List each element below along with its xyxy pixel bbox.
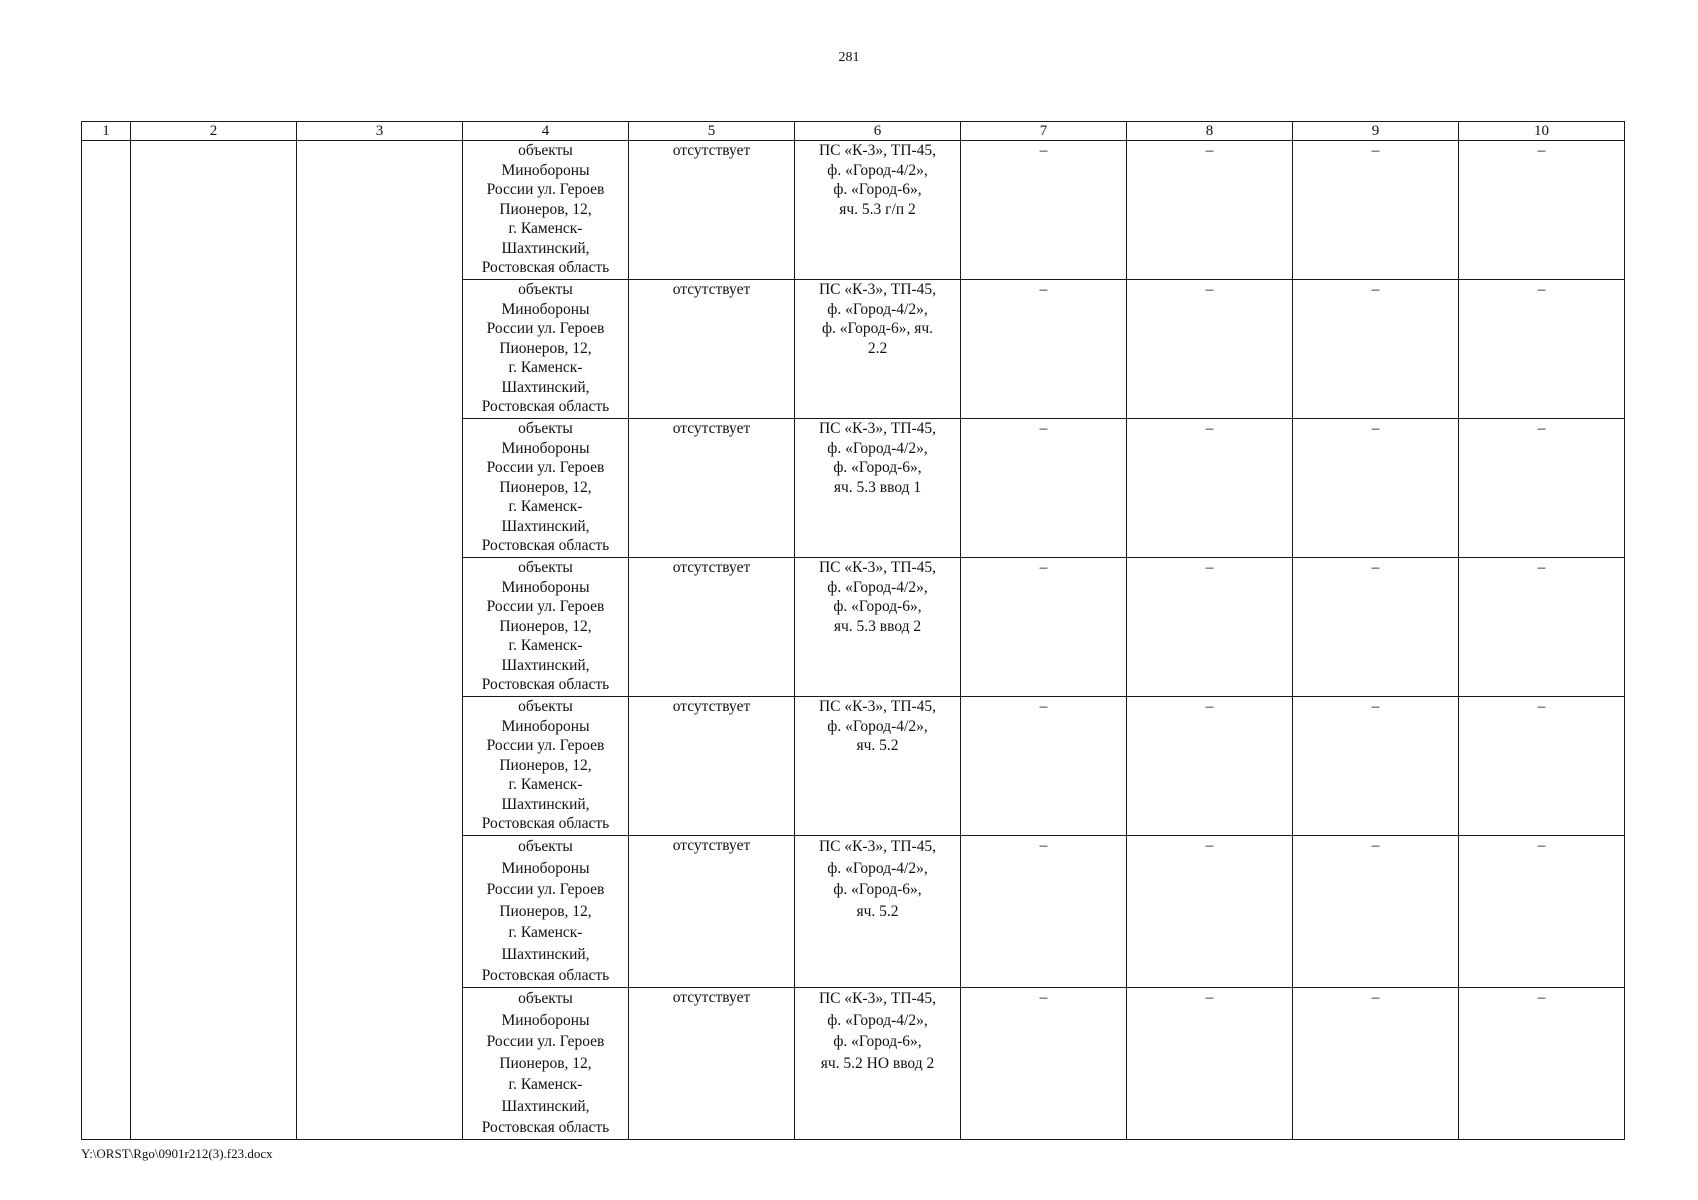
cell-object-description: объекты Минобороны России ул. Героев Пионеров, 12, г. Каменск- Шахтинский, Ростовская область bbox=[463, 280, 629, 419]
cell-object-description: объекты Минобороны России ул. Героев Пионеров, 12, г. Каменск- Шахтинский, Ростовская область bbox=[463, 988, 629, 1140]
cell-availability: отсутствует bbox=[629, 697, 795, 836]
column-header-10: 10 bbox=[1459, 122, 1625, 141]
column-header-8: 8 bbox=[1127, 122, 1293, 141]
column-header-3: 3 bbox=[297, 122, 463, 141]
cell-col9: – bbox=[1293, 141, 1459, 280]
cell-availability: отсутствует bbox=[629, 280, 795, 419]
cell-availability: отсутствует bbox=[629, 988, 795, 1140]
cell-col9: – bbox=[1293, 836, 1459, 988]
cell-availability: отсутствует bbox=[629, 836, 795, 988]
column-header-7: 7 bbox=[961, 122, 1127, 141]
cell-col7: – bbox=[961, 558, 1127, 697]
document-file-path: Y:\ORST\Rgo\0901r212(3).f23.docx bbox=[81, 1146, 273, 1161]
cell-connection-point: ПС «К-3», ТП-45, ф. «Город-4/2», ф. «Город-6», яч. 5.2 НО ввод 2 bbox=[795, 988, 961, 1140]
column-header-4: 4 bbox=[463, 122, 629, 141]
cell-col10: – bbox=[1459, 988, 1625, 1140]
header-row bbox=[82, 122, 1625, 141]
cell-col8: – bbox=[1127, 141, 1293, 280]
cell-col10: – bbox=[1459, 558, 1625, 697]
table-row bbox=[82, 141, 1625, 280]
cell-col3-merged bbox=[297, 141, 463, 1140]
cell-availability: отсутствует bbox=[629, 558, 795, 697]
cell-object-description: объекты Минобороны России ул. Героев Пионеров, 12, г. Каменск- Шахтинский, Ростовская область bbox=[463, 141, 629, 280]
column-header-5: 5 bbox=[629, 122, 795, 141]
cell-object-description: объекты Минобороны России ул. Героев Пионеров, 12, г. Каменск- Шахтинский, Ростовская область bbox=[463, 558, 629, 697]
cell-col7: – bbox=[961, 697, 1127, 836]
cell-col7: – bbox=[961, 988, 1127, 1140]
cell-connection-point: ПС «К-3», ТП-45, ф. «Город-4/2», ф. «Город-6», яч. 5.3 ввод 1 bbox=[795, 419, 961, 558]
cell-col10: – bbox=[1459, 141, 1625, 280]
cell-col1-merged bbox=[82, 141, 131, 1140]
cell-col7: – bbox=[961, 419, 1127, 558]
cell-connection-point: ПС «К-3», ТП-45, ф. «Город-4/2», ф. «Город-6», яч. 5.3 ввод 2 bbox=[795, 558, 961, 697]
cell-col9: – bbox=[1293, 697, 1459, 836]
cell-col9: – bbox=[1293, 558, 1459, 697]
column-header-2: 2 bbox=[131, 122, 297, 141]
cell-col8: – bbox=[1127, 836, 1293, 988]
cell-col9: – bbox=[1293, 419, 1459, 558]
cell-object-description: объекты Минобороны России ул. Героев Пионеров, 12, г. Каменск- Шахтинский, Ростовская область bbox=[463, 697, 629, 836]
cell-col10: – bbox=[1459, 836, 1625, 988]
cell-connection-point: ПС «К-3», ТП-45, ф. «Город-4/2», ф. «Город-6», яч. 2.2 bbox=[795, 280, 961, 419]
cell-col7: – bbox=[961, 141, 1127, 280]
page-number: 281 bbox=[838, 50, 860, 65]
cell-col8: – bbox=[1127, 697, 1293, 836]
cell-col9: – bbox=[1293, 280, 1459, 419]
cell-connection-point: ПС «К-3», ТП-45, ф. «Город-4/2», яч. 5.2 bbox=[795, 697, 961, 836]
cell-col10: – bbox=[1459, 280, 1625, 419]
cell-col8: – bbox=[1127, 419, 1293, 558]
column-header-9: 9 bbox=[1293, 122, 1459, 141]
column-header-6: 6 bbox=[795, 122, 961, 141]
cell-connection-point: ПС «К-3», ТП-45, ф. «Город-4/2», ф. «Город-6», яч. 5.3 г/п 2 bbox=[795, 141, 961, 280]
cell-col8: – bbox=[1127, 988, 1293, 1140]
cell-col10: – bbox=[1459, 419, 1625, 558]
cell-col8: – bbox=[1127, 280, 1293, 419]
cell-col2-merged bbox=[131, 141, 297, 1140]
cell-object-description: объекты Минобороны России ул. Героев Пионеров, 12, г. Каменск- Шахтинский, Ростовская область bbox=[463, 419, 629, 558]
data-table bbox=[81, 121, 1625, 1140]
cell-col10: – bbox=[1459, 697, 1625, 836]
column-header-1: 1 bbox=[82, 122, 131, 141]
cell-object-description: объекты Минобороны России ул. Героев Пионеров, 12, г. Каменск- Шахтинский, Ростовская область bbox=[463, 836, 629, 988]
cell-connection-point: ПС «К-3», ТП-45, ф. «Город-4/2», ф. «Город-6», яч. 5.2 bbox=[795, 836, 961, 988]
cell-availability: отсутствует bbox=[629, 141, 795, 280]
cell-col7: – bbox=[961, 280, 1127, 419]
cell-col9: – bbox=[1293, 988, 1459, 1140]
cell-col8: – bbox=[1127, 558, 1293, 697]
cell-col7: – bbox=[961, 836, 1127, 988]
cell-availability: отсутствует bbox=[629, 419, 795, 558]
